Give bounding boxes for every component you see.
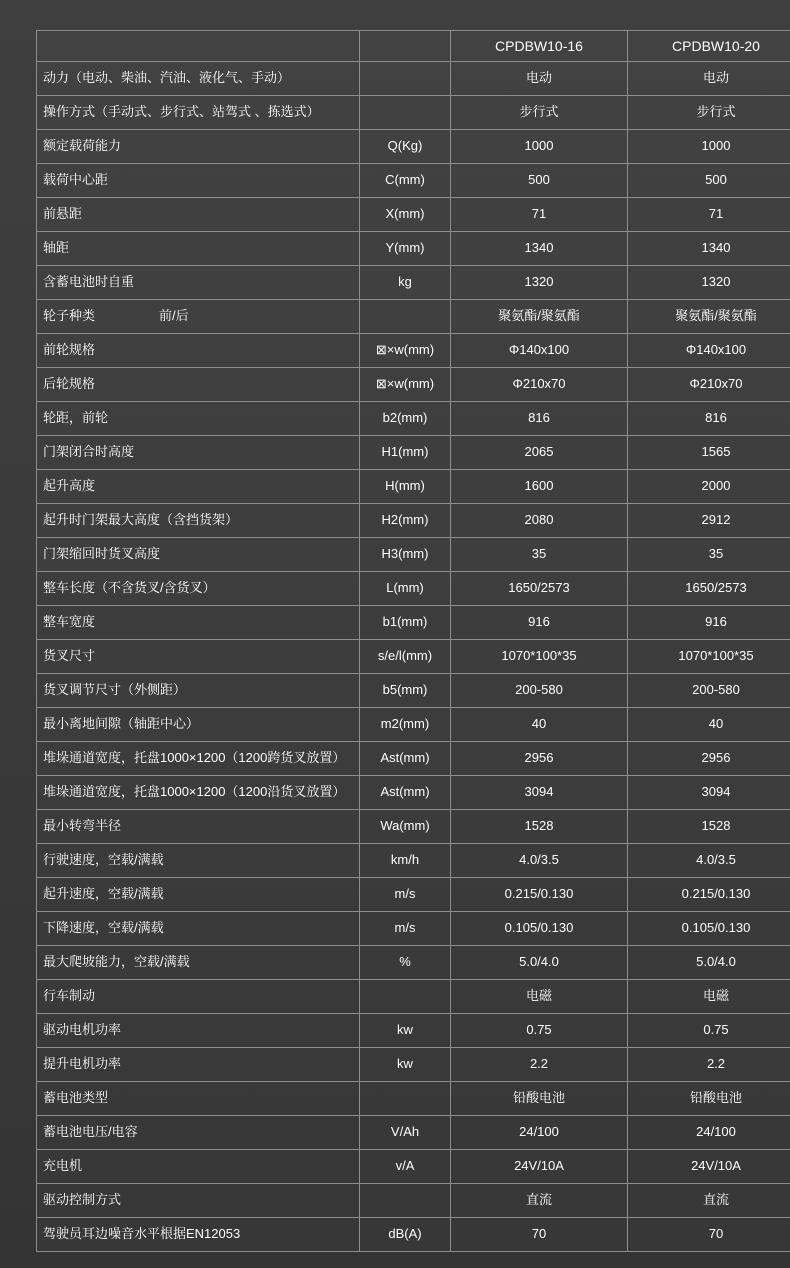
- row-value-model-1: Φ140x100: [451, 334, 628, 368]
- row-label: 起升时门架最大高度（含挡货架）: [37, 504, 360, 538]
- row-value-model-1: 铅酸电池: [451, 1082, 628, 1116]
- row-unit: m/s: [360, 912, 451, 946]
- row-label: 最小离地间隙（轴距中心）: [37, 708, 360, 742]
- table-row: [37, 334, 790, 368]
- table-row: [37, 402, 790, 436]
- row-unit: L(mm): [360, 572, 451, 606]
- row-value-model-1: 2065: [451, 436, 628, 470]
- table-row: [37, 1184, 790, 1218]
- row-unit: H3(mm): [360, 538, 451, 572]
- row-value-model-1: 直流: [451, 1184, 628, 1218]
- row-value-model-2: 916: [628, 606, 790, 640]
- row-value-model-2: 1528: [628, 810, 790, 844]
- row-label: 下降速度，空载/满载: [37, 912, 360, 946]
- row-label: 最小转弯半径: [37, 810, 360, 844]
- row-label: 起升高度: [37, 470, 360, 504]
- table-row: [37, 1082, 790, 1116]
- row-label: 操作方式（手动式、步行式、站驾式 、拣选式）: [37, 96, 360, 130]
- row-unit: Ast(mm): [360, 776, 451, 810]
- row-value-model-1: 1070*100*35: [451, 640, 628, 674]
- table-row: [37, 266, 790, 300]
- row-unit: Ast(mm): [360, 742, 451, 776]
- row-unit: b1(mm): [360, 606, 451, 640]
- table-row: [37, 810, 790, 844]
- table-row: [37, 572, 790, 606]
- table-row: [37, 1116, 790, 1150]
- row-label: 驱动控制方式: [37, 1184, 360, 1218]
- row-unit: [360, 300, 451, 334]
- row-unit: kw: [360, 1048, 451, 1082]
- row-label: 驱动电机功率: [37, 1014, 360, 1048]
- row-value-model-2: 35: [628, 538, 790, 572]
- table-row: [37, 1014, 790, 1048]
- row-value-model-1: 71: [451, 198, 628, 232]
- row-value-model-1: 40: [451, 708, 628, 742]
- row-unit: H1(mm): [360, 436, 451, 470]
- table-row: [37, 878, 790, 912]
- table-row: [37, 1048, 790, 1082]
- table-row: [37, 164, 790, 198]
- row-value-model-2: 2.2: [628, 1048, 790, 1082]
- row-value-model-2: 24V/10A: [628, 1150, 790, 1184]
- row-value-model-1: 35: [451, 538, 628, 572]
- row-unit: [360, 1184, 451, 1218]
- row-unit: km/h: [360, 844, 451, 878]
- row-label: 轮子种类 前/后: [37, 300, 360, 334]
- table-row: [37, 946, 790, 980]
- row-value-model-2: 步行式: [628, 96, 790, 130]
- table-row: [37, 1150, 790, 1184]
- row-label: 货叉调节尺寸（外侧距）: [37, 674, 360, 708]
- row-value-model-2: 1070*100*35: [628, 640, 790, 674]
- row-label: 门架缩回时货叉高度: [37, 538, 360, 572]
- row-unit: Y(mm): [360, 232, 451, 266]
- row-value-model-1: 2080: [451, 504, 628, 538]
- specification-table: [36, 30, 790, 1252]
- row-value-model-1: 5.0/4.0: [451, 946, 628, 980]
- row-value-model-1: 3094: [451, 776, 628, 810]
- row-value-model-1: 200-580: [451, 674, 628, 708]
- row-label: 最大爬坡能力，空载/满载: [37, 946, 360, 980]
- row-unit: [360, 1082, 451, 1116]
- row-unit: kg: [360, 266, 451, 300]
- row-unit: Q(Kg): [360, 130, 451, 164]
- row-value-model-2: 200-580: [628, 674, 790, 708]
- table-row: [37, 538, 790, 572]
- row-value-model-2: 1340: [628, 232, 790, 266]
- row-unit: H2(mm): [360, 504, 451, 538]
- row-label: 门架闭合时高度: [37, 436, 360, 470]
- row-value-model-1: 1340: [451, 232, 628, 266]
- row-value-model-2: 2000: [628, 470, 790, 504]
- row-value-model-2: 0.105/0.130: [628, 912, 790, 946]
- specification-table-body: [37, 31, 790, 1252]
- row-value-model-2: 24/100: [628, 1116, 790, 1150]
- row-unit: C(mm): [360, 164, 451, 198]
- row-value-model-1: 0.215/0.130: [451, 878, 628, 912]
- table-row: [37, 62, 790, 96]
- table-row: [37, 504, 790, 538]
- row-value-model-2: 816: [628, 402, 790, 436]
- row-value-model-2: 5.0/4.0: [628, 946, 790, 980]
- row-label: 堆垛通道宽度，托盘1000×1200（1200沿货叉放置）: [37, 776, 360, 810]
- row-value-model-1: 1528: [451, 810, 628, 844]
- row-value-model-2: 71: [628, 198, 790, 232]
- table-row: [37, 368, 790, 402]
- row-label: 起升速度，空载/满载: [37, 878, 360, 912]
- row-unit: s/e/l(mm): [360, 640, 451, 674]
- row-value-model-1: 1600: [451, 470, 628, 504]
- row-label: 货叉尺寸: [37, 640, 360, 674]
- row-unit: b2(mm): [360, 402, 451, 436]
- row-label: 整车宽度: [37, 606, 360, 640]
- table-row: [37, 232, 790, 266]
- row-value-model-2: 70: [628, 1218, 790, 1252]
- row-value-model-2: 0.75: [628, 1014, 790, 1048]
- table-header-row: [37, 31, 790, 62]
- row-unit: H(mm): [360, 470, 451, 504]
- row-value-model-2: 500: [628, 164, 790, 198]
- table-row: [37, 436, 790, 470]
- row-value-model-2: 铅酸电池: [628, 1082, 790, 1116]
- row-label: 提升电机功率: [37, 1048, 360, 1082]
- table-row: [37, 1218, 790, 1252]
- table-row: [37, 674, 790, 708]
- row-value-model-2: 0.215/0.130: [628, 878, 790, 912]
- table-row: [37, 300, 790, 334]
- header-unit-cell: [360, 31, 451, 62]
- row-unit: m/s: [360, 878, 451, 912]
- row-unit: [360, 96, 451, 130]
- row-value-model-2: 1650/2573: [628, 572, 790, 606]
- row-value-model-2: Φ210x70: [628, 368, 790, 402]
- row-unit: X(mm): [360, 198, 451, 232]
- row-label: 前轮规格: [37, 334, 360, 368]
- row-unit: %: [360, 946, 451, 980]
- row-label: 后轮规格: [37, 368, 360, 402]
- row-value-model-1: 0.75: [451, 1014, 628, 1048]
- row-value-model-1: 500: [451, 164, 628, 198]
- table-row: [37, 130, 790, 164]
- row-label: 蓄电池电压/电容: [37, 1116, 360, 1150]
- row-label: 行驶速度，空载/满载: [37, 844, 360, 878]
- row-value-model-1: 2.2: [451, 1048, 628, 1082]
- row-label: 轮距，前轮: [37, 402, 360, 436]
- row-value-model-1: 4.0/3.5: [451, 844, 628, 878]
- row-label: 载荷中心距: [37, 164, 360, 198]
- table-row: [37, 844, 790, 878]
- table-row: [37, 606, 790, 640]
- row-unit: m2(mm): [360, 708, 451, 742]
- row-value-model-1: 1650/2573: [451, 572, 628, 606]
- table-row: [37, 96, 790, 130]
- row-label: 动力（电动、柴油、汽油、液化气、手动）: [37, 62, 360, 96]
- row-value-model-1: 聚氨酯/聚氨酯: [451, 300, 628, 334]
- row-value-model-2: 1320: [628, 266, 790, 300]
- table-row: [37, 912, 790, 946]
- row-unit: ⊠×w(mm): [360, 334, 451, 368]
- row-unit: dB(A): [360, 1218, 451, 1252]
- row-value-model-2: 聚氨酯/聚氨酯: [628, 300, 790, 334]
- row-label: 驾驶员耳边噪音水平根据EN12053: [37, 1218, 360, 1252]
- row-value-model-1: 步行式: [451, 96, 628, 130]
- table-row: [37, 776, 790, 810]
- row-label: 行车制动: [37, 980, 360, 1014]
- row-value-model-1: 916: [451, 606, 628, 640]
- row-value-model-1: 电磁: [451, 980, 628, 1014]
- row-value-model-1: 24V/10A: [451, 1150, 628, 1184]
- row-label: 轴距: [37, 232, 360, 266]
- table-row: [37, 742, 790, 776]
- row-unit: Wa(mm): [360, 810, 451, 844]
- table-row: [37, 470, 790, 504]
- row-unit: [360, 980, 451, 1014]
- header-model-1: CPDBW10-16: [451, 31, 628, 62]
- row-label: 充电机: [37, 1150, 360, 1184]
- table-row: [37, 708, 790, 742]
- row-label: 含蓄电池时自重: [37, 266, 360, 300]
- row-value-model-1: 1000: [451, 130, 628, 164]
- row-label: 额定载荷能力: [37, 130, 360, 164]
- table-row: [37, 980, 790, 1014]
- row-value-model-1: 0.105/0.130: [451, 912, 628, 946]
- row-value-model-1: 1320: [451, 266, 628, 300]
- row-label: 堆垛通道宽度，托盘1000×1200（1200跨货叉放置）: [37, 742, 360, 776]
- table-row: [37, 640, 790, 674]
- header-model-2: CPDBW10-20: [628, 31, 790, 62]
- row-value-model-2: Φ140x100: [628, 334, 790, 368]
- row-label-extra: 前/后: [159, 308, 189, 324]
- row-value-model-1: Φ210x70: [451, 368, 628, 402]
- row-value-model-1: 电动: [451, 62, 628, 96]
- row-unit: [360, 62, 451, 96]
- row-value-model-1: 2956: [451, 742, 628, 776]
- row-value-model-2: 直流: [628, 1184, 790, 1218]
- row-unit: ⊠×w(mm): [360, 368, 451, 402]
- row-unit: V/Ah: [360, 1116, 451, 1150]
- row-value-model-1: 816: [451, 402, 628, 436]
- row-value-model-2: 电磁: [628, 980, 790, 1014]
- row-value-model-2: 电动: [628, 62, 790, 96]
- row-value-model-2: 40: [628, 708, 790, 742]
- specification-table-container: [36, 30, 760, 1252]
- row-value-model-2: 3094: [628, 776, 790, 810]
- header-name-cell: [37, 31, 360, 62]
- row-label: 前悬距: [37, 198, 360, 232]
- row-value-model-2: 2912: [628, 504, 790, 538]
- row-value-model-1: 70: [451, 1218, 628, 1252]
- table-row: [37, 198, 790, 232]
- row-unit: b5(mm): [360, 674, 451, 708]
- row-unit: v/A: [360, 1150, 451, 1184]
- row-label: 整车长度（不含货叉/含货叉）: [37, 572, 360, 606]
- row-unit: kw: [360, 1014, 451, 1048]
- row-value-model-2: 4.0/3.5: [628, 844, 790, 878]
- row-value-model-1: 24/100: [451, 1116, 628, 1150]
- row-label: 蓄电池类型: [37, 1082, 360, 1116]
- row-value-model-2: 1000: [628, 130, 790, 164]
- row-value-model-2: 2956: [628, 742, 790, 776]
- row-value-model-2: 1565: [628, 436, 790, 470]
